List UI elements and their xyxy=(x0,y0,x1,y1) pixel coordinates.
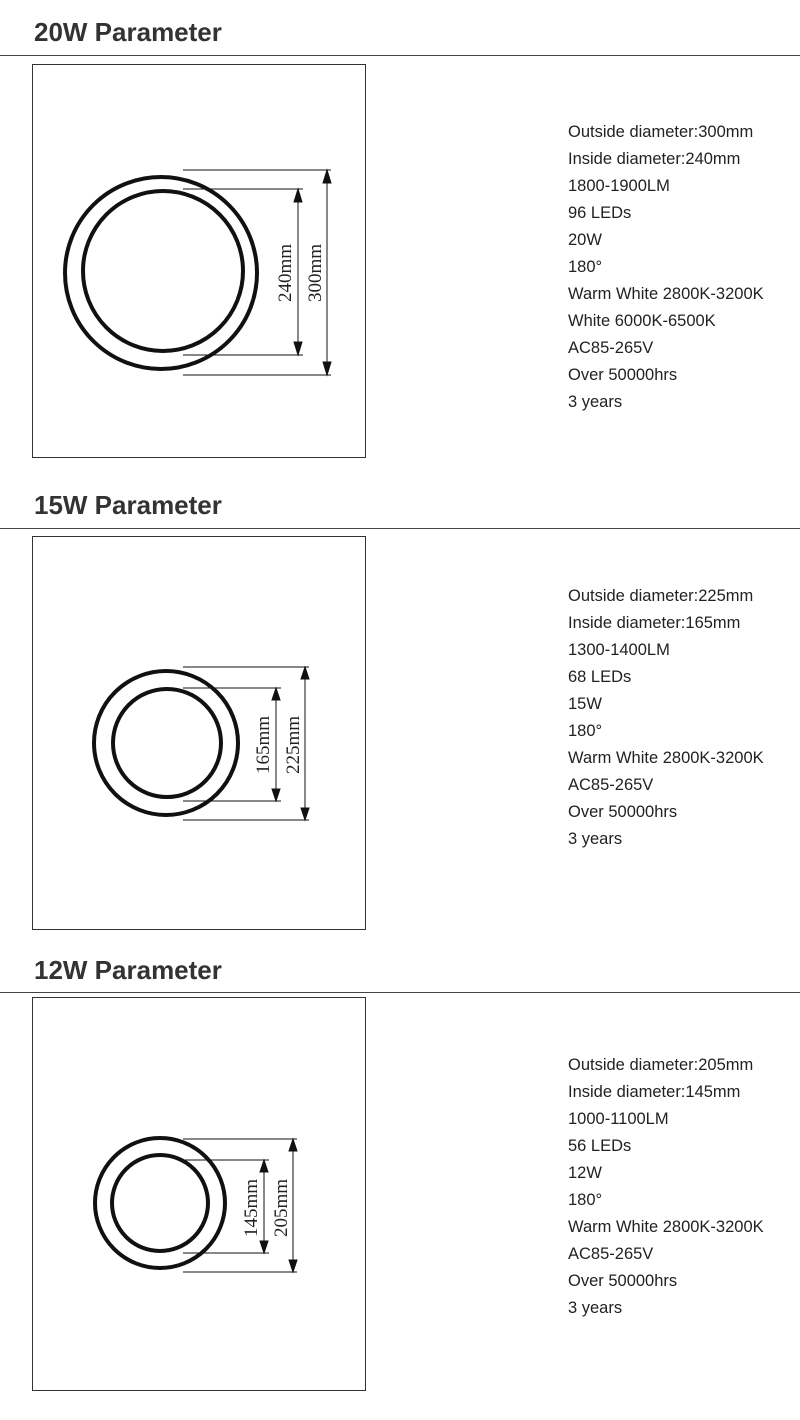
spec-value: Warm White 2800K-3200K xyxy=(568,749,764,767)
arrow-head xyxy=(272,688,280,700)
ring-diagram-svg xyxy=(33,998,367,1392)
spec-value: 1300-1400LM xyxy=(568,641,670,659)
spec-value: Over 50000hrs xyxy=(568,803,678,821)
arrow-head xyxy=(260,1160,268,1172)
spec-value: 12W xyxy=(568,1164,602,1182)
arrow-head xyxy=(272,789,280,801)
inner-ring xyxy=(83,191,243,351)
outer-ring xyxy=(95,1138,225,1268)
outer-ring xyxy=(94,671,238,815)
section-title: 20W Parameter xyxy=(34,17,222,47)
arrow-head xyxy=(260,1241,268,1253)
arrow-head xyxy=(323,362,331,375)
inside-diameter-label: 145mm xyxy=(241,1178,262,1238)
arrow-head xyxy=(289,1139,297,1151)
spec-value: 20W xyxy=(568,231,602,249)
inside-diameter-label: 165mm xyxy=(253,715,274,775)
spec-value: 15W xyxy=(568,695,602,713)
outer-ring xyxy=(65,177,257,369)
ring-diagram xyxy=(32,997,366,1391)
arrow-head xyxy=(289,1260,297,1272)
spec-value: 3 years xyxy=(568,1299,623,1317)
section-title: 12W Parameter xyxy=(34,955,222,985)
inner-ring xyxy=(112,1155,208,1251)
spec-value: Inside diameter:240mm xyxy=(568,150,741,168)
outside-diameter-label: 300mm xyxy=(305,243,326,303)
spec-value: 96 LEDs xyxy=(568,204,632,222)
spec-value: 68 LEDs xyxy=(568,668,632,686)
spec-value: 180° xyxy=(568,1191,603,1209)
arrow-head xyxy=(301,808,309,820)
spec-value: Over 50000hrs xyxy=(568,366,678,384)
spec-value: Outside diameter:205mm xyxy=(568,1056,754,1074)
spec-value: 3 years xyxy=(568,393,623,411)
spec-value: 180° xyxy=(568,722,603,740)
spec-value: AC85-265V xyxy=(568,776,654,794)
ring-diagram-svg xyxy=(33,65,367,459)
spec-value: Outside diameter:300mm xyxy=(568,123,754,141)
ring-diagram xyxy=(32,64,366,458)
spec-value: Warm White 2800K-3200K xyxy=(568,285,764,303)
spec-value: 180° xyxy=(568,258,603,276)
ring-diagram-svg xyxy=(33,537,367,931)
ring-diagram xyxy=(32,536,366,930)
spec-value: AC85-265V xyxy=(568,1245,654,1263)
arrow-head xyxy=(294,189,302,202)
section-title: 15W Parameter xyxy=(34,490,222,520)
spec-value: Outside diameter:225mm xyxy=(568,587,754,605)
spec-value: 56 LEDs xyxy=(568,1137,632,1155)
section-divider xyxy=(0,992,800,993)
spec-value: AC85-265V xyxy=(568,339,654,357)
section-divider xyxy=(0,55,800,56)
spec-value: 1000-1100LM xyxy=(568,1110,669,1128)
spec-value: Inside diameter:165mm xyxy=(568,614,741,632)
inner-ring xyxy=(113,689,221,797)
outside-diameter-label: 205mm xyxy=(271,1178,292,1238)
outside-diameter-label: 225mm xyxy=(283,715,304,775)
arrow-head xyxy=(301,667,309,679)
spec-value: Over 50000hrs xyxy=(568,1272,678,1290)
inside-diameter-label: 240mm xyxy=(275,243,296,303)
spec-value: 3 years xyxy=(568,830,623,848)
spec-value: Inside diameter:145mm xyxy=(568,1083,741,1101)
arrow-head xyxy=(323,170,331,183)
spec-value: 1800-1900LM xyxy=(568,177,670,195)
spec-value: Warm White 2800K-3200K xyxy=(568,1218,764,1236)
arrow-head xyxy=(294,342,302,355)
section-divider xyxy=(0,528,800,529)
spec-value: White 6000K-6500K xyxy=(568,312,716,330)
